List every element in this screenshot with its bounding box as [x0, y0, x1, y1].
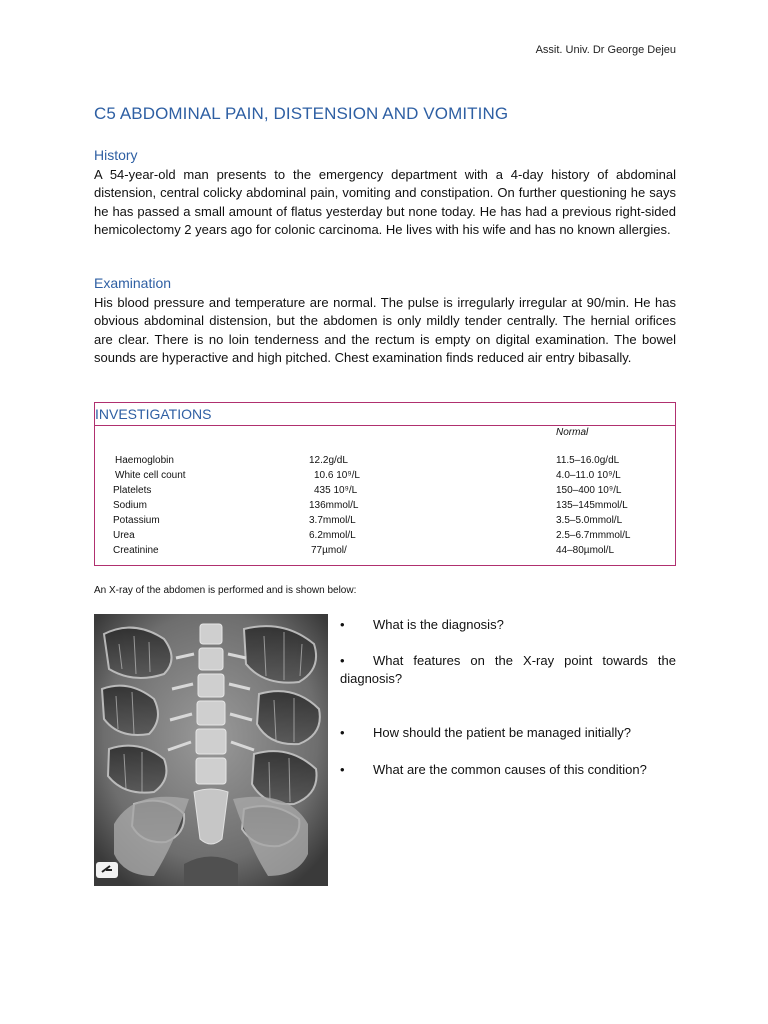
bullet: • [340, 653, 345, 668]
case-title: C5 ABDOMINAL PAIN, DISTENSION AND VOMITING [94, 104, 509, 123]
examination-heading: Examination [94, 275, 172, 291]
test-name: Platelets [113, 485, 152, 496]
investigations-table [94, 402, 676, 566]
investigation-row [95, 500, 675, 515]
list-item [340, 616, 676, 634]
list-item [340, 724, 676, 742]
test-normal-range: 135–145mmol/L [556, 500, 628, 511]
test-value: 12.2g/dL [309, 455, 348, 466]
author-header: Assit. Univ. Dr George Dejeu [535, 44, 676, 56]
test-name: Sodium [113, 500, 147, 511]
test-normal-range: 2.5–6.7mmmol/L [556, 530, 631, 541]
question-text: How should the patient be managed initially? [373, 725, 632, 740]
test-value: 136mmol/L [309, 500, 359, 511]
abdominal-xray-image [94, 614, 328, 886]
bullet: • [340, 762, 345, 777]
question-text: What features on the X-ray point towards the diagnosis? [340, 653, 676, 686]
test-normal-range: 150–400 10⁹/L [556, 485, 622, 496]
investigation-row [95, 470, 675, 485]
investigation-row [95, 530, 675, 545]
bullet: • [340, 617, 345, 632]
test-normal-range: 44–80µmol/L [556, 545, 615, 556]
history-heading: History [94, 147, 138, 163]
investigations-heading: INVESTIGATIONS [95, 403, 675, 426]
list-item [340, 761, 676, 779]
question-text: What is the diagnosis? [373, 617, 504, 632]
test-name: Potassium [113, 515, 160, 526]
investigation-row [95, 515, 675, 530]
test-value: 435 10⁹/L [314, 485, 358, 496]
examination-text: His blood pressure and temperature are normal. The pulse is irregularly irregular at 90/min. He has obvious abdominal distension, but the abdomen is only mildly tender centrally. The hernial orifices are clear. There is no loin tenderness and the rectum is empty on digital examination. The bowel sounds are hyperactive and high pitched. Chest examination finds reduced air entry bibasally. [94, 295, 676, 365]
test-name: Creatinine [113, 545, 159, 556]
test-normal-range: 4.0–11.0 10⁹/L [556, 470, 621, 481]
investigation-row [95, 485, 675, 500]
test-normal-range: 11.5–16.0g/dL [556, 455, 620, 466]
test-value: 6.2mmol/L [309, 530, 356, 541]
investigation-row [95, 455, 675, 470]
test-value: 3.7mmol/L [309, 515, 356, 526]
history-text: A 54-year-old man presents to the emergency department with a 4-day history of abdominal distension, central colicky abdominal pain, vomiting and constipation. On further questioning he says he has passed a small amount of flatus yesterday but none today. He has had a previous right-sided hemicolectomy 2 years ago for colonic carcinoma. He lives with his wife and has no known allergies. [94, 167, 676, 237]
test-name: Haemoglobin [115, 455, 174, 466]
bullet: • [340, 725, 345, 740]
test-name: White cell count [115, 470, 186, 481]
xray-caption: An X-ray of the abdomen is performed and is shown below: [94, 585, 357, 596]
test-value: 77µmol/ [311, 545, 347, 556]
normal-column-header: Normal [556, 427, 589, 438]
test-value: 10.6 10⁹/L [314, 470, 360, 481]
test-name: Urea [113, 530, 135, 541]
test-normal-range: 3.5–5.0mmol/L [556, 515, 623, 526]
list-item [340, 652, 676, 688]
investigation-row [95, 545, 675, 560]
question-text: What are the common causes of this condition? [373, 762, 647, 777]
